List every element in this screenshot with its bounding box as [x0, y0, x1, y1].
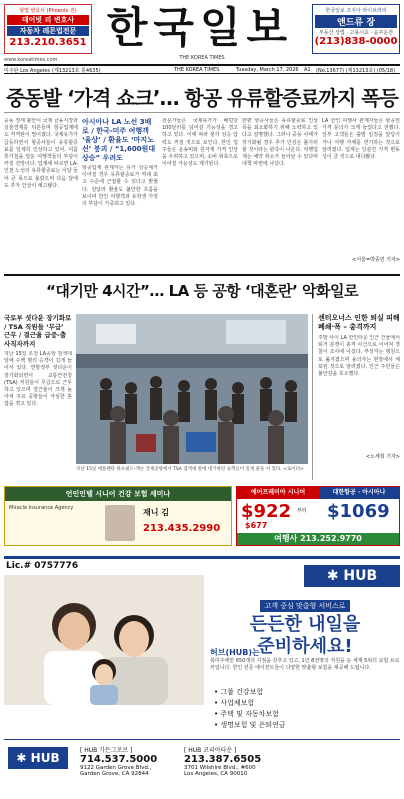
office2-addr1: 3701 Wilshire Blvd., #600 [184, 765, 256, 771]
agency-bar [237, 533, 399, 545]
lead-col5-block [322, 118, 400, 270]
price-1: $922 [241, 501, 292, 522]
bullet-icon: • [214, 699, 221, 707]
hub-logo [304, 565, 400, 587]
travel-title1: 에어프레미아 시니어 [237, 487, 319, 499]
edition-label: 미주판 Los Angeles [4, 68, 50, 74]
date-label: Tuesday, March 17, 2026 [236, 67, 299, 73]
ad-right-line2: 앤드류 장 [315, 15, 397, 28]
newspaper-title: 한국일보 [106, 3, 294, 52]
side-story [318, 314, 400, 460]
hub-desc: 북미주에만 650개의 지점을 갖추고 있고, 1만 8천명의 직원을 둔 세계 5위의 보험 브로커입니다. 한인 전문 에이전트들이 다양한 맞춤형 보험을 제공해 드립니다. [210, 658, 400, 671]
agent-name: 재니 김 [143, 508, 169, 517]
lead-col1: 중동 정세 불안이 국제 금융시장과 실물경제를 뒤흔들며 항공업계에도 직격탄이 떨어졌다. 국제유가가 급등하면서 항공사들이 유류할증료를 일제히 인상하고 있어, 여름 휴가철을 앞둔 여행객들의 부담이 커질 전망이다. 업계에 따르면 LA-인천 노선의 유류할증료는 이달 들어 큰 폭으로 올랐으며 다음 달에도 추가 인상이 예고됐다. [4, 118, 78, 189]
agent-phone: 213.435.2990 [143, 523, 221, 534]
ad-right-phone: (213)838-0000 [314, 36, 398, 47]
hub-office-2[interactable] [184, 745, 294, 777]
seminar-title: 언인인텔 시니어 건강 보험 세미나 [5, 487, 231, 501]
agency-label: 여행사 [274, 534, 298, 543]
issue-label: (제13213호 통4635) [52, 68, 101, 74]
hub-logo-bottom-icon: ✱ [16, 751, 27, 765]
hub-service-item: • 생명보험 및 은퇴연금 [214, 721, 286, 729]
hub-service-item: • 주택 및 자동차보험 [214, 710, 279, 718]
lead-subhead: 아시아나 LA 노선 3배로 / 한국-미주 여행객 ‘울상’ / 환율도 ‘마지노선’ 붕괴 / “1,600원대 상승” 우려도 [82, 118, 156, 162]
airport-photo [76, 314, 308, 464]
seminar-company: Miracle Insurance Agency [9, 505, 74, 511]
bullet-icon: • [214, 721, 221, 729]
travel-title2: 대한항공 · 아시아나 [319, 487, 399, 499]
office2-label: [ HUB 코리아타운 ] [184, 747, 237, 754]
second-left-block [4, 314, 72, 486]
travel-ad[interactable] [236, 486, 400, 546]
office2-phone[interactable]: 213.387.6505 [184, 754, 262, 765]
hub-headline-2: 준비하세요! [257, 636, 353, 657]
airport-photo-image [76, 314, 308, 464]
bullet-icon: • [214, 688, 221, 696]
hub-office-1[interactable] [80, 745, 180, 777]
top-right-ad[interactable] [312, 4, 400, 54]
divider [4, 112, 400, 113]
lead-col4: 한편 항공사들은 유류할증료 인상폭을 최소화하기 위해 노력하고 있다고 설명했다. 그러나 중동 사태가 장기화될 경우 추가 인상은 불가피할 것이라는 관측이 나온다. 여행업계는 예약 취소가 늘어날 수 있다며 대책 마련에 나섰다. [242, 118, 318, 168]
ad-left-line2: 데이빗 리 변호사 [7, 15, 89, 25]
page-label: A1 [304, 67, 311, 73]
second-subhead: 국토부 셧다운 장기화로 / TSA 직원들 ‘무급’ 근무 / 결근율 급증-출사직자까지 [4, 314, 72, 348]
second-left-text: 지난 15일 오전 LA공항 검색대 앞에 수백 명의 승객이 길게 늘어서 있다. 연방정부 셧다운이 장기화되면서 교통안전청(TSA) 직원들이 무급으로 근무하고 있으며 결근율이 크게 높아져 주요 공항들이 극심한 혼잡을 겪고 있다. [4, 351, 72, 408]
hub-tagline: 고객 중심 맞춤형 서비스로 [260, 600, 349, 612]
lead-headline: 중동발 ‘가격 쇼크’… 항공 유류할증료까지 폭등 [6, 86, 398, 110]
price-2: $1069 [327, 501, 390, 522]
lead-col5: LA 한인 여행사 관계자들은 항공권 가격 문의가 크게 늘었다고 전했다. 일부 고객들은 출발 일정을 앞당기거나 여행 자체를 연기하는 것으로 알려졌다. 업계는 당분간 가격 변동성이 클 것으로 내다봤다. [322, 118, 400, 161]
divider [4, 739, 400, 740]
bullet-icon: • [214, 710, 221, 718]
photo-caption: 지난 15일 애틀랜타 하츠필드-잭슨 국제공항에서 TSA 검색대 앞에 대기하던 승객들이 길게 줄을 서 있다. <로이터> [76, 467, 304, 472]
divider [4, 274, 400, 276]
family-photo [4, 575, 204, 705]
hub-desc-block [210, 647, 400, 672]
side-byline: <노세희 기자> [365, 454, 400, 460]
office1-addr2: Garden Grove, CA 92844 [80, 771, 149, 777]
ad-left-line1: 형법 변호사 (Phoenix 전) [19, 8, 77, 14]
agent-photo [105, 505, 135, 541]
lead-byline: <서울=박종민 기자> [352, 257, 400, 263]
side-text: 주말 사이 LA 한인타운 인근 건물에서 퇴거 분쟁이 총격 사건으로 이어져 경찰이 조사에 나섰다. 부상자는 병원으로 옮겨졌으며 용의자는 현장에서 체포된 것으로 알려졌다. 인근 주민들은 불안감을 호소했다. [318, 335, 400, 378]
agency-phone: 213.252.9770 [300, 534, 362, 543]
lead-col2: 항공업계 관계자는 유가 상승세가 이어질 경우 유류할증료가 역대 최고 수준에 근접할 수 있다고 밝혔다. 원달러 환율도 불안한 흐름을 보이며 한인 여행객과 유학생 가정의 부담이 가중되고 있다. [82, 165, 158, 208]
lead-col2-block [82, 118, 158, 270]
hub-insurance-ad[interactable] [4, 556, 400, 794]
price-label: (No.13677) (제13213호) (05/18) [316, 68, 396, 74]
english-small: THE KOREA TIMES [174, 67, 220, 73]
hub-service-item: • 사업체보험 [214, 699, 255, 707]
english-title: THE KOREA TIMES [179, 55, 225, 61]
dateline-bar [4, 64, 400, 74]
ad-left-phone: 213.210.3651 [9, 37, 87, 48]
hub-logo-bottom: ✱ HUB [8, 747, 68, 769]
divider [312, 314, 313, 480]
hub-service-item: • 그룹 건강보험 [214, 688, 264, 696]
ad-right-line3: 부동산 상법 · 고용시효 · 음주운전 [319, 30, 393, 36]
office1-label: [ HUB 가든그로브 ] [80, 747, 133, 754]
ad-left-line3: 자동차 레몬법전문 [7, 26, 89, 36]
site-url[interactable]: www.koreatimes.com [4, 57, 58, 63]
hub-brand: HUB [343, 568, 378, 584]
office1-phone[interactable]: 714.537.5000 [80, 754, 158, 765]
top-left-ad[interactable] [4, 4, 92, 54]
hub-logo-icon: ✱ [326, 568, 339, 584]
ad-right-line1: 한국일보 조지아 라이브러리 [325, 8, 387, 14]
lead-col3: 전문가들은 국제유가가 배럴당 100달러를 넘어설 가능성을 경고하고 있다. 이에 따라 물가 상승 압력도 커질 것으로 보인다. 한인 업주들은 운송비와 원자재 가격 인상을 우려하고 있으며, 소비 위축으로 이어질 가능성도 제기된다. [162, 118, 238, 168]
hub-license: Lic.# 0757776 [6, 561, 79, 571]
price-1-sub: $677 [245, 521, 268, 530]
hub-services [214, 687, 394, 731]
family-photo-image [4, 575, 204, 705]
hub-headline-1: 든든한 내일을 [249, 614, 361, 635]
side-headline: 센터오너스 인한 퇴실 피해 폐쇄·폭 – 총격까지 [318, 314, 400, 331]
ad-band [4, 486, 400, 546]
price-1-label: 부터 [297, 508, 307, 514]
office1-addr1: 9122 Garden Grove Blvd., [80, 765, 152, 771]
hub-desc-title: 허브(HUB)는 [210, 648, 260, 657]
office2-addr2: Los Angeles, CA 90010 [184, 771, 248, 777]
seminar-ad[interactable] [4, 486, 232, 546]
second-headline: “대기만 4시간”… LA 등 공항 ‘대혼란’ 악화일로 [46, 282, 358, 300]
